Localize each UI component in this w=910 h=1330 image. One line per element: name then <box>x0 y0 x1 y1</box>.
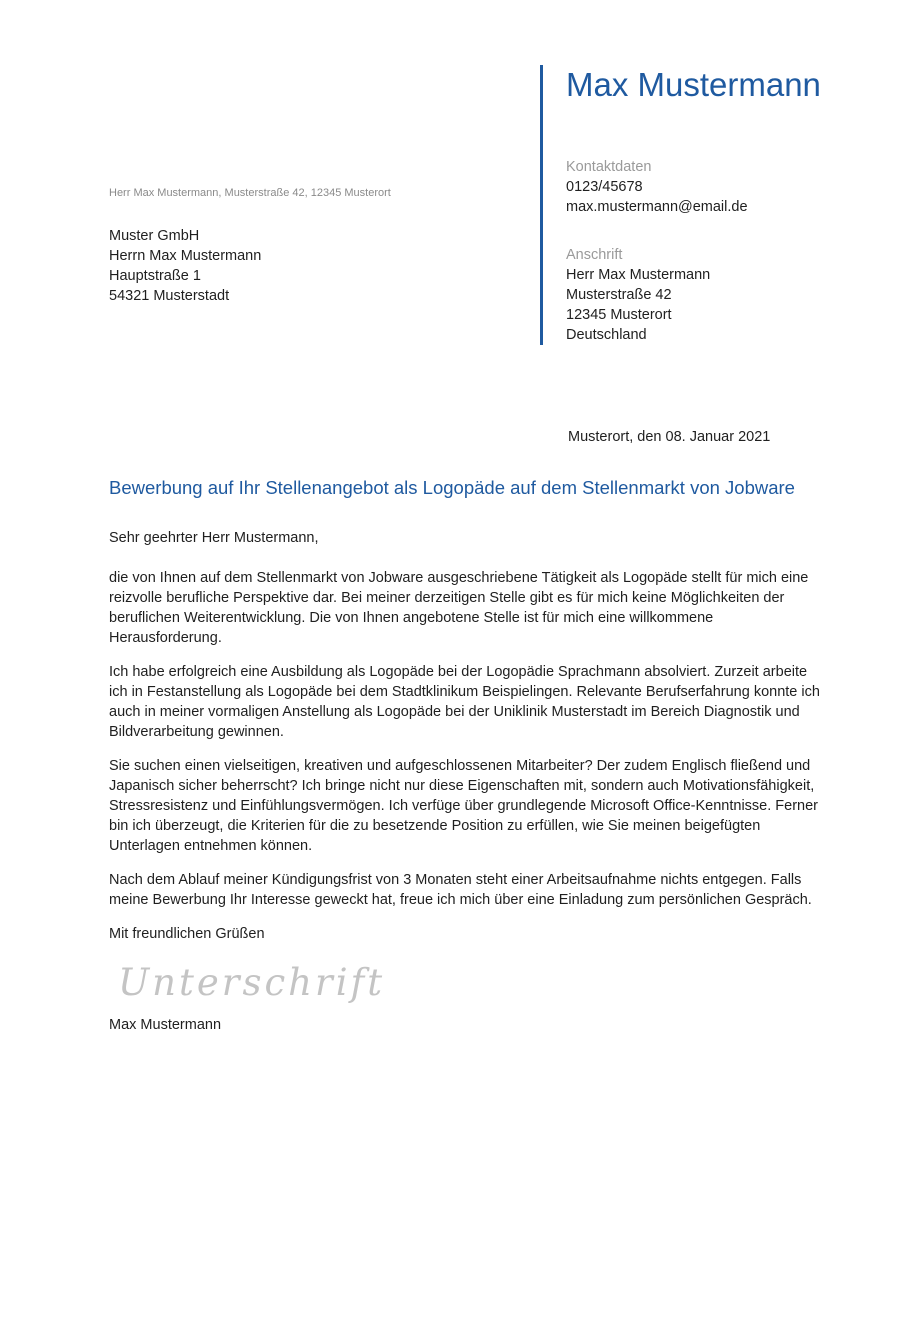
address-line: Herr Max Mustermann <box>566 267 711 283</box>
contact-phone: 0123/45678 <box>566 179 643 195</box>
signature: Unterschrift <box>118 961 386 1004</box>
letter-body <box>109 528 824 944</box>
address-label: Anschrift <box>566 247 623 263</box>
address-block <box>566 245 710 345</box>
letter-date: Musterort, den 08. Januar 2021 <box>568 429 771 445</box>
body-paragraph: die von Ihnen auf dem Stellenmarkt von Jobware ausgeschriebene Tätigkeit als Logopäde stellt für mich eine reizvolle berufliche Perspektive dar. Bei meiner derzeitigen Stelle gibt es für mich keine Möglichkeiten der beruflichen Weiterentwicklung. Die von Ihnen angebotene Stelle ist für mich eine willkommene Herausforderung. <box>109 570 809 646</box>
closing-phrase: Mit freundlichen Grüßen <box>109 926 265 942</box>
recipient-line: 54321 Musterstadt <box>109 288 230 304</box>
body-paragraph: Ich habe erfolgreich eine Ausbildung als Logopäde bei der Logopädie Sprachmann absolviert. Zurzeit arbeite ich in Festanstellung als Logopäde bei dem Stadtklinikum Beispielingen. Relevante Berufserfahrung konnte ich auch in meiner vormaligen Anstellung als Logopäde bei der Uniklinik Musterstadt im Bereich Diagnostik und Bildverarbeitung gewinnen. <box>109 664 820 740</box>
address-line: 12345 Musterort <box>566 307 672 323</box>
address-line: Deutschland <box>566 327 647 343</box>
sender-return-address: Herr Max Mustermann, Musterstraße 42, 12345 Musterort <box>109 187 391 199</box>
address-line: Musterstraße 42 <box>566 287 672 303</box>
salutation: Sehr geehrter Herr Mustermann, <box>109 530 319 546</box>
contact-email: max.mustermann@email.de <box>566 199 748 215</box>
recipient-line: Hauptstraße 1 <box>109 268 201 284</box>
letter-subject: Bewerbung auf Ihr Stellenangebot als Logopäde auf dem Stellenmarkt von Jobware <box>109 477 795 498</box>
signer-name: Max Mustermann <box>109 1017 222 1033</box>
sender-name-heading: Max Mustermann <box>566 66 821 103</box>
header-divider-line <box>540 65 543 345</box>
recipient-address <box>109 226 261 306</box>
body-paragraph: Nach dem Ablauf meiner Kündigungsfrist von 3 Monaten steht einer Arbeitsaufnahme nichts entgegen. Falls meine Bewerbung Ihr Interesse geweckt hat, freue ich mich über eine Einladung zum persönlichen Gespräch. <box>109 872 812 908</box>
body-paragraph: Sie suchen einen vielseitigen, kreativen und aufgeschlossenen Mitarbeiter? Der zudem Englisch fließend und Japanisch sicher beherrscht? Ich bringe nicht nur diese Eigenschaften mit, sondern auch Motivationsfähigkeit, Stressresistenz und Einfühlungsvermögen. Ich verfüge über grundlegende Microsoft Office-Kenntnisse. Ferner bin ich überzeugt, die Kriterien für die zu besetzende Position zu erfüllen, wie Sie meinen beigefügten Unterlagen entnehmen können. <box>109 758 818 854</box>
recipient-line: Muster GmbH <box>109 228 200 244</box>
contact-label: Kontaktdaten <box>566 159 652 175</box>
recipient-line: Herrn Max Mustermann <box>109 248 262 264</box>
contact-block <box>566 157 748 217</box>
